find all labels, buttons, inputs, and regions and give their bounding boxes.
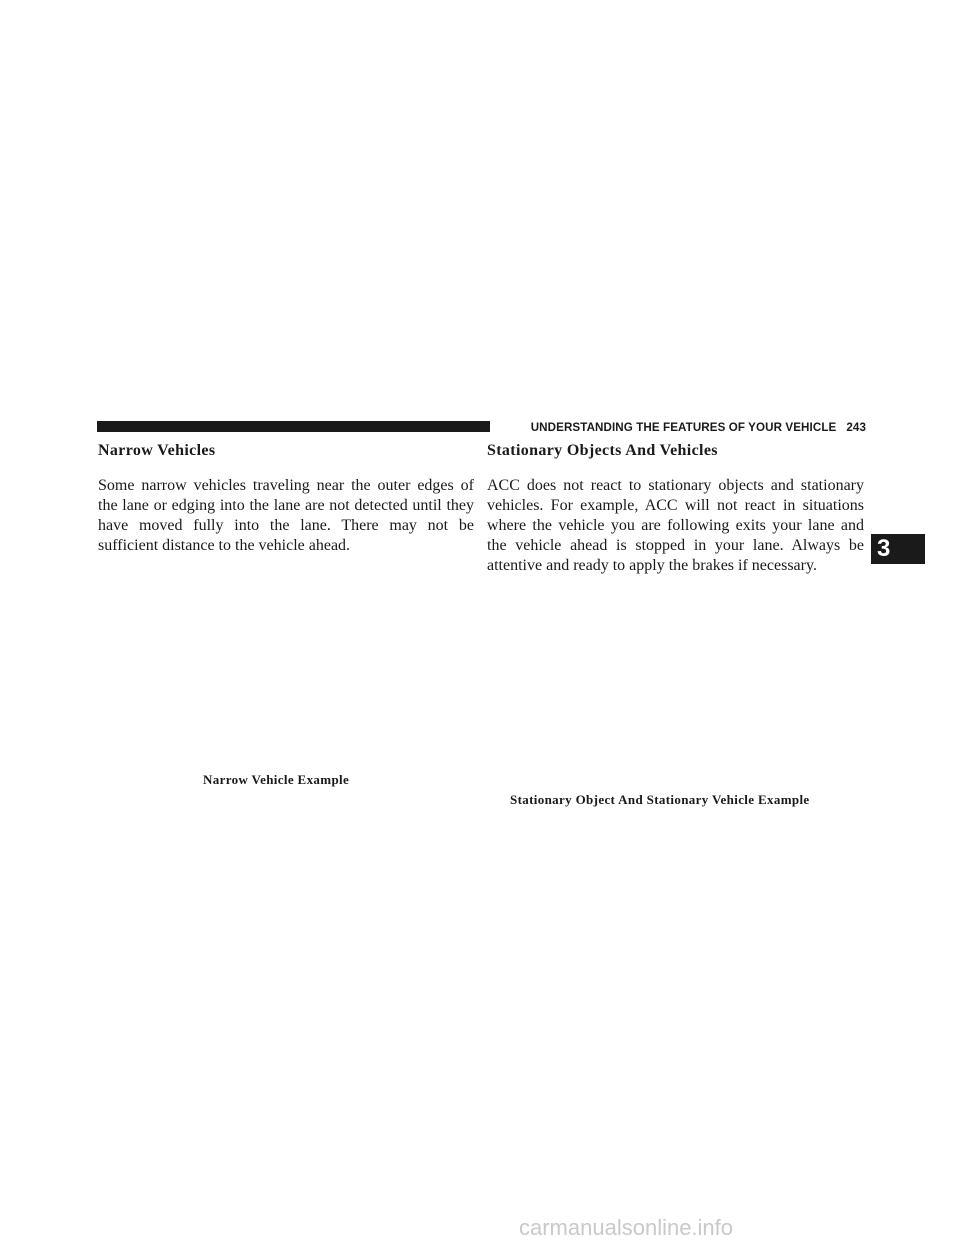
watermark: carmanualsonline.info: [519, 1215, 734, 1240]
stationary-objects-paragraph: ACC does not react to stationary objects and stationary vehicles. For example, ACC will not react in situations where the vehicle you are following exits your lane and the vehicle ahead is stopped in your lane. Always be attentive and ready to apply the brakes if necessary.: [487, 477, 864, 574]
chapter-number: 3: [877, 535, 891, 562]
narrow-vehicles-heading: Narrow Vehicles: [98, 442, 216, 459]
chapter-tab: [871, 534, 925, 564]
page-number: 243: [846, 420, 866, 434]
narrow-vehicle-figure-caption: Narrow Vehicle Example: [203, 772, 350, 787]
left-column: [98, 441, 474, 556]
section-title: UNDERSTANDING THE FEATURES OF YOUR VEHICLE: [530, 420, 837, 434]
running-header: [490, 418, 866, 436]
narrow-vehicles-paragraph: Some narrow vehicles traveling near the outer edges of the lane or edging into the lane are not detected until they have moved fully into the lane. There may not be sufficient distance to the vehicle ahead.: [98, 477, 474, 554]
stationary-objects-heading: Stationary Objects And Vehicles: [487, 442, 718, 459]
stationary-vehicle-figure-caption: Stationary Object And Stationary Vehicle Example: [510, 792, 810, 807]
right-column: [487, 441, 864, 576]
